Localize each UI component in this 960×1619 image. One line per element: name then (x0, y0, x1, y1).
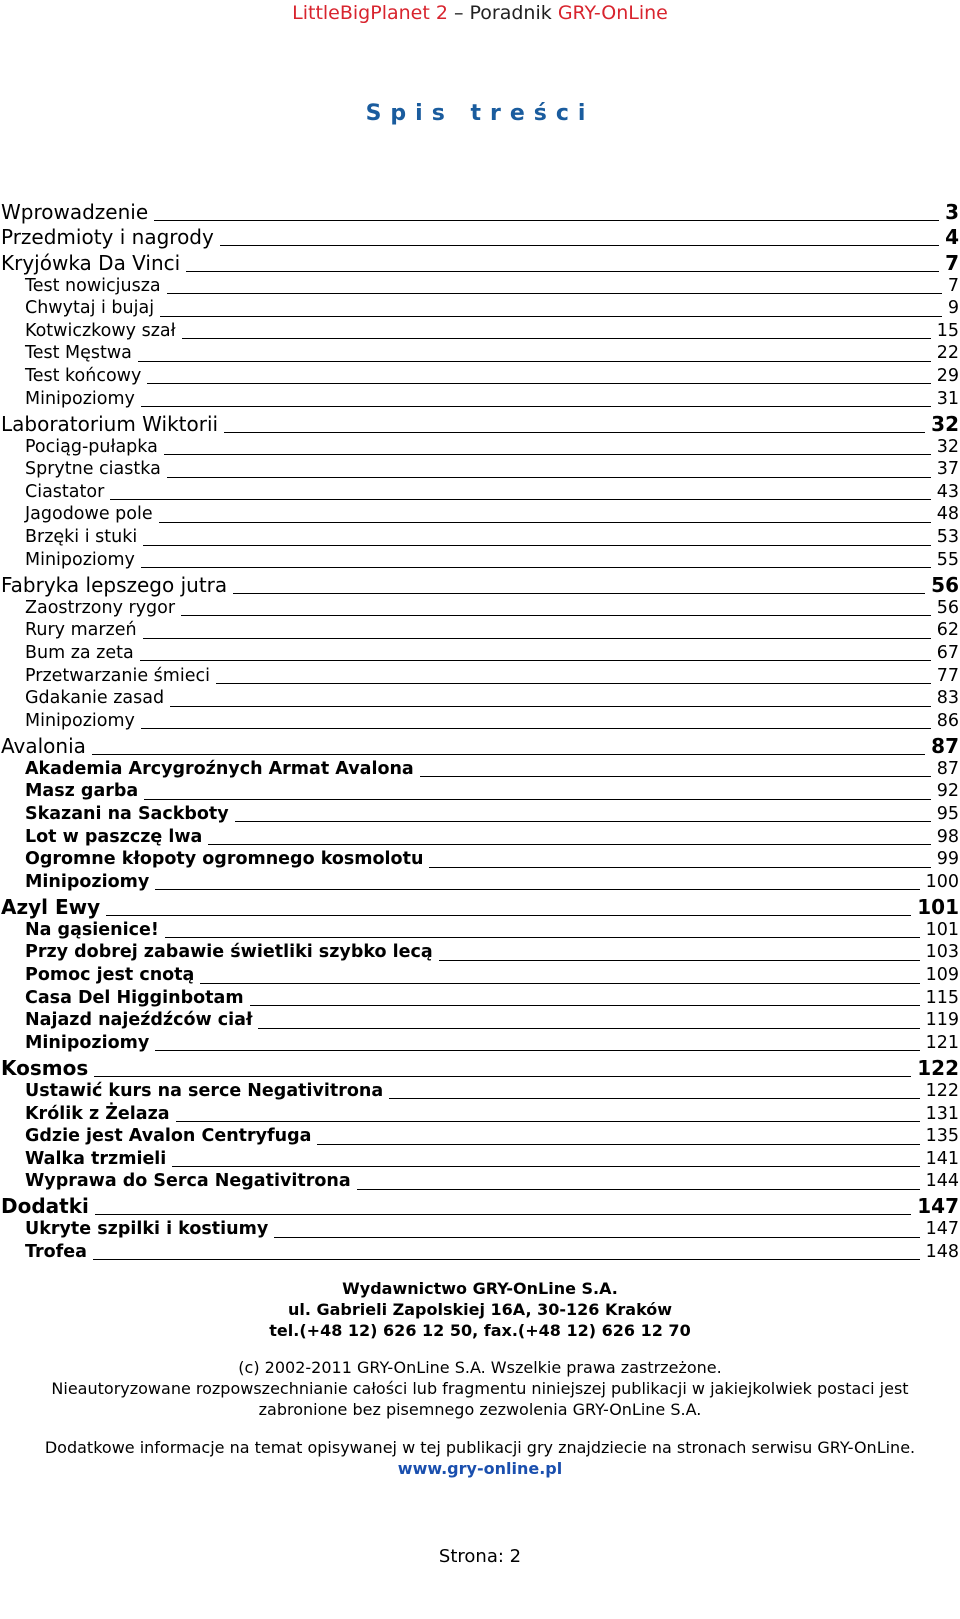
notice-line-2: zabronione bez pisemnego zezwolenia GRY-OnLine S.A. (258, 1400, 702, 1419)
toc-entry-page: 37 (936, 459, 959, 480)
toc-entry-page: 9 (947, 298, 959, 319)
toc-leader-line (160, 316, 942, 317)
toc-leader-line (143, 638, 931, 639)
toc-entry-label: Pomoc jest cnotą (25, 965, 195, 986)
toc-section-row[interactable] (0, 481, 960, 504)
header-game-title: LittleBigPlanet 2 (292, 2, 448, 24)
toc-leader-line (186, 271, 939, 272)
toc-leader-line (216, 683, 931, 684)
toc-leader-line (258, 1028, 919, 1029)
toc-entry-label: Trofea (25, 1241, 87, 1262)
toc-entry-page: 55 (936, 549, 959, 570)
toc-leader-line (159, 522, 931, 523)
toc-entry-label: Sprytne ciastka (25, 459, 161, 480)
toc-section-row[interactable] (0, 1032, 960, 1055)
toc-section-row[interactable] (0, 987, 960, 1010)
toc-chapter-row[interactable] (0, 249, 960, 275)
toc-entry-label: Wyprawa do Serca Negativitrona (25, 1171, 351, 1192)
toc-entry-page: 87 (936, 758, 959, 779)
publisher-block (0, 1278, 960, 1341)
toc-entry-page: 147 (917, 1194, 959, 1219)
toc-entry-page: 53 (936, 527, 959, 548)
toc-entry-page: 62 (936, 620, 959, 641)
page-number: Strona: 2 (438, 1546, 522, 1567)
toc-leader-line (94, 1076, 911, 1077)
document-header (0, 2, 960, 24)
toc-title: Spis treści (365, 101, 595, 126)
toc-leader-line (147, 383, 930, 384)
toc-section-row[interactable] (0, 710, 960, 733)
toc-entry-page: 95 (936, 803, 959, 824)
toc-leader-line (141, 406, 931, 407)
toc-section-row[interactable] (0, 297, 960, 320)
toc-leader-line (429, 867, 930, 868)
toc-section-row[interactable] (0, 436, 960, 459)
toc-entry-label: Przetwarzanie śmieci (25, 665, 210, 686)
toc-section-row[interactable] (0, 1241, 960, 1264)
toc-chapter-row[interactable] (0, 410, 960, 436)
toc-leader-line (200, 983, 919, 984)
toc-leader-line (167, 477, 931, 478)
toc-entry-label: Casa Del Higginbotam (25, 987, 244, 1008)
toc-entry-page: 109 (925, 965, 959, 986)
publisher-phone: tel.(+48 12) 626 12 50, fax.(+48 12) 626 12 70 (269, 1321, 691, 1340)
toc-section-row[interactable] (0, 1009, 960, 1032)
toc-entry-label: Wprowadzenie (1, 199, 149, 224)
toc-section-row[interactable] (0, 1102, 960, 1125)
toc-section-row[interactable] (0, 275, 960, 298)
toc-entry-label: Przy dobrej zabawie świetliki szybko lecą (25, 942, 433, 963)
toc-section-row[interactable] (0, 503, 960, 526)
toc-entry-page: 147 (925, 1219, 959, 1240)
toc-leader-line (357, 1189, 920, 1190)
toc-entry-page: 135 (925, 1126, 959, 1147)
toc-entry-label: Minipoziomy (25, 388, 135, 409)
toc-entry-page: 67 (936, 642, 959, 663)
toc-section-row[interactable] (0, 458, 960, 481)
website-link[interactable]: www.gry-online.pl (397, 1459, 563, 1478)
toc-entry-label: Minipoziomy (25, 1032, 150, 1053)
toc-leader-line (165, 937, 920, 938)
toc-leader-line (143, 545, 931, 546)
toc-section-row[interactable] (0, 941, 960, 964)
toc-entry-label: Akademia Arcygroźnych Armat Avalona (25, 758, 414, 779)
table-of-contents (0, 198, 960, 1263)
toc-leader-line (154, 220, 939, 221)
copyright-text: (c) 2002-2011 GRY-OnLine S.A. Wszelkie prawa zastrzeżone. (238, 1358, 722, 1377)
toc-leader-line (274, 1237, 919, 1238)
toc-section-row[interactable] (0, 597, 960, 620)
toc-section-row[interactable] (0, 687, 960, 710)
toc-section-row[interactable] (0, 780, 960, 803)
toc-entry-label: Walka trzmieli (25, 1148, 167, 1169)
toc-entry-page: 31 (936, 388, 959, 409)
toc-entry-page: 86 (936, 710, 959, 731)
toc-entry-page: 99 (936, 849, 959, 870)
toc-section-row[interactable] (0, 1170, 960, 1193)
toc-entry-label: Przedmioty i nagrody (1, 225, 214, 249)
toc-section-row[interactable] (0, 619, 960, 642)
toc-entry-page: 144 (925, 1171, 959, 1192)
toc-entry-page: 115 (925, 987, 959, 1008)
toc-leader-line (106, 915, 911, 916)
toc-entry-label: Ustawić kurs na serce Negativitrona (25, 1080, 384, 1101)
toc-leader-line (317, 1144, 919, 1145)
toc-entry-page: 101 (917, 894, 959, 919)
toc-section-row[interactable] (0, 526, 960, 549)
toc-leader-line (155, 1050, 919, 1051)
toc-leader-line (92, 754, 925, 755)
toc-entry-page: 83 (936, 688, 959, 709)
toc-entry-page: 148 (925, 1241, 959, 1262)
toc-entry-label: Zaostrzony rygor (25, 597, 176, 618)
toc-leader-line (140, 660, 931, 661)
toc-entry-page: 3 (945, 199, 959, 224)
toc-leader-line (110, 499, 930, 500)
header-brand: GRY-OnLine (557, 2, 668, 24)
toc-entry-label: Ciastator (25, 481, 105, 502)
toc-entry-label: Chwytaj i bujaj (25, 298, 155, 319)
toc-entry-page: 4 (945, 225, 959, 249)
toc-section-row[interactable] (0, 848, 960, 871)
toc-section-row[interactable] (0, 1148, 960, 1171)
toc-entry-label: Ukryte szpilki i kostiumy (25, 1219, 269, 1240)
info-text: Dodatkowe informacje na temat opisywanej w tej publikacji gry znajdziecie na stronach serwisu GRY-OnLine. (44, 1438, 916, 1457)
toc-leader-line (235, 821, 931, 822)
toc-entry-label: Kosmos (1, 1055, 89, 1080)
toc-entry-page: 7 (947, 275, 959, 296)
toc-entry-page: 101 (925, 919, 959, 940)
toc-entry-label: Brzęki i stuki (25, 527, 138, 548)
notice-line-1: Nieautoryzowane rozpowszechnianie całości lub fragmentu niniejszej publikacji w jakiejkolwiek postaci jest (51, 1379, 909, 1398)
header-guide: Poradnik (469, 2, 558, 24)
toc-leader-line (167, 293, 942, 294)
toc-chapter-row[interactable] (0, 1193, 960, 1219)
toc-leader-line (389, 1098, 919, 1099)
toc-leader-line (141, 728, 931, 729)
toc-entry-label: Pociąg-pułapka (25, 436, 158, 457)
toc-leader-line (182, 338, 931, 339)
toc-entry-label: Test końcowy (25, 365, 142, 386)
toc-entry-label: Masz garba (25, 781, 139, 802)
toc-section-row[interactable] (0, 803, 960, 826)
copyright-block (0, 1357, 960, 1420)
publisher-name: Wydawnictwo GRY-OnLine S.A. (342, 1279, 618, 1298)
toc-entry-label: Fabryka lepszego jutra (1, 572, 228, 597)
toc-chapter-row[interactable] (0, 893, 960, 919)
toc-section-row[interactable] (0, 664, 960, 687)
toc-entry-page: 56 (931, 572, 959, 597)
toc-leader-line (144, 799, 930, 800)
toc-entry-label: Lot w paszczę lwa (25, 826, 203, 847)
toc-entry-page: 92 (936, 781, 959, 802)
toc-section-row[interactable] (0, 320, 960, 343)
toc-entry-label: Bum za zeta (25, 642, 134, 663)
toc-entry-label: Minipoziomy (25, 549, 135, 570)
toc-leader-line (170, 706, 931, 707)
toc-leader-line (141, 567, 931, 568)
toc-entry-page: 141 (925, 1148, 959, 1169)
toc-section-row[interactable] (0, 1218, 960, 1241)
toc-entry-label: Skazani na Sackboty (25, 803, 229, 824)
toc-section-row[interactable] (0, 549, 960, 572)
toc-chapter-row[interactable] (0, 1054, 960, 1080)
toc-section-row[interactable] (0, 365, 960, 388)
toc-chapter-row[interactable] (0, 732, 960, 758)
toc-section-row[interactable] (0, 342, 960, 365)
toc-leader-line (95, 1214, 911, 1215)
toc-entry-label: Jagodowe pole (25, 504, 153, 525)
info-block (0, 1437, 960, 1479)
toc-entry-page: 131 (925, 1103, 959, 1124)
toc-entry-label: Test Męstwa (25, 343, 132, 364)
toc-entry-page: 87 (931, 733, 959, 758)
toc-entry-page: 98 (936, 826, 959, 847)
toc-entry-label: Test nowicjusza (25, 275, 161, 296)
toc-entry-page: 119 (925, 1010, 959, 1031)
toc-section-row[interactable] (0, 642, 960, 665)
toc-entry-label: Gdakanie zasad (25, 688, 165, 709)
toc-chapter-row[interactable] (0, 571, 960, 597)
toc-entry-page: 32 (931, 411, 959, 436)
toc-entry-label: Minipoziomy (25, 710, 135, 731)
toc-leader-line (220, 245, 939, 246)
toc-section-row[interactable] (0, 1080, 960, 1103)
toc-section-row[interactable] (0, 1125, 960, 1148)
toc-section-row[interactable] (0, 758, 960, 781)
toc-entry-page: 56 (936, 597, 959, 618)
header-separator: – (447, 2, 470, 24)
toc-section-row[interactable] (0, 919, 960, 942)
toc-leader-line (176, 1121, 920, 1122)
toc-entry-label: Laboratorium Wiktorii (1, 411, 219, 436)
toc-entry-label: Królik z Żelaza (25, 1103, 170, 1124)
publisher-address: ul. Gabrieli Zapolskiej 16A, 30-126 Kraków (287, 1300, 673, 1319)
toc-entry-page: 103 (925, 942, 959, 963)
toc-leader-line (93, 1259, 920, 1260)
toc-entry-label: Kotwiczkowy szał (25, 320, 176, 341)
toc-section-row[interactable] (0, 825, 960, 848)
toc-leader-line (138, 361, 931, 362)
toc-entry-label: Najazd najeźdźców ciał (25, 1010, 253, 1031)
toc-entry-page: 122 (925, 1080, 959, 1101)
toc-section-row[interactable] (0, 387, 960, 410)
toc-leader-line (233, 593, 925, 594)
toc-entry-page: 48 (936, 504, 959, 525)
toc-leader-line (181, 615, 931, 616)
toc-leader-line (439, 960, 920, 961)
toc-entry-page: 43 (936, 481, 959, 502)
toc-leader-line (172, 1166, 919, 1167)
toc-entry-page: 100 (925, 871, 959, 892)
toc-leader-line (250, 1005, 920, 1006)
toc-entry-page: 22 (936, 343, 959, 364)
toc-entry-page: 32 (936, 436, 959, 457)
toc-entry-page: 77 (936, 665, 959, 686)
toc-entry-label: Dodatki (1, 1194, 89, 1219)
toc-entry-page: 7 (945, 250, 959, 275)
toc-leader-line (420, 776, 931, 777)
toc-entry-label: Na gąsienice! (25, 919, 159, 940)
toc-entry-page: 15 (936, 320, 959, 341)
toc-chapter-row[interactable] (0, 198, 960, 224)
toc-section-row[interactable] (0, 964, 960, 987)
toc-entry-label: Rury marzeń (25, 620, 137, 641)
toc-section-row[interactable] (0, 871, 960, 894)
toc-entry-label: Avalonia (1, 733, 86, 758)
toc-entry-label: Kryjówka Da Vinci (1, 250, 181, 275)
toc-leader-line (164, 454, 931, 455)
toc-entry-page: 121 (925, 1032, 959, 1053)
toc-entry-label: Azyl Ewy (1, 894, 101, 919)
toc-chapter-row[interactable] (0, 224, 960, 250)
toc-entry-page: 29 (936, 365, 959, 386)
toc-entry-page: 122 (917, 1055, 959, 1080)
toc-entry-label: Gdzie jest Avalon Centryfuga (25, 1126, 312, 1147)
toc-leader-line (155, 889, 919, 890)
toc-leader-line (224, 432, 925, 433)
toc-leader-line (208, 844, 930, 845)
toc-entry-label: Minipoziomy (25, 871, 150, 892)
toc-entry-label: Ogromne kłopoty ogromnego kosmolotu (25, 849, 424, 870)
